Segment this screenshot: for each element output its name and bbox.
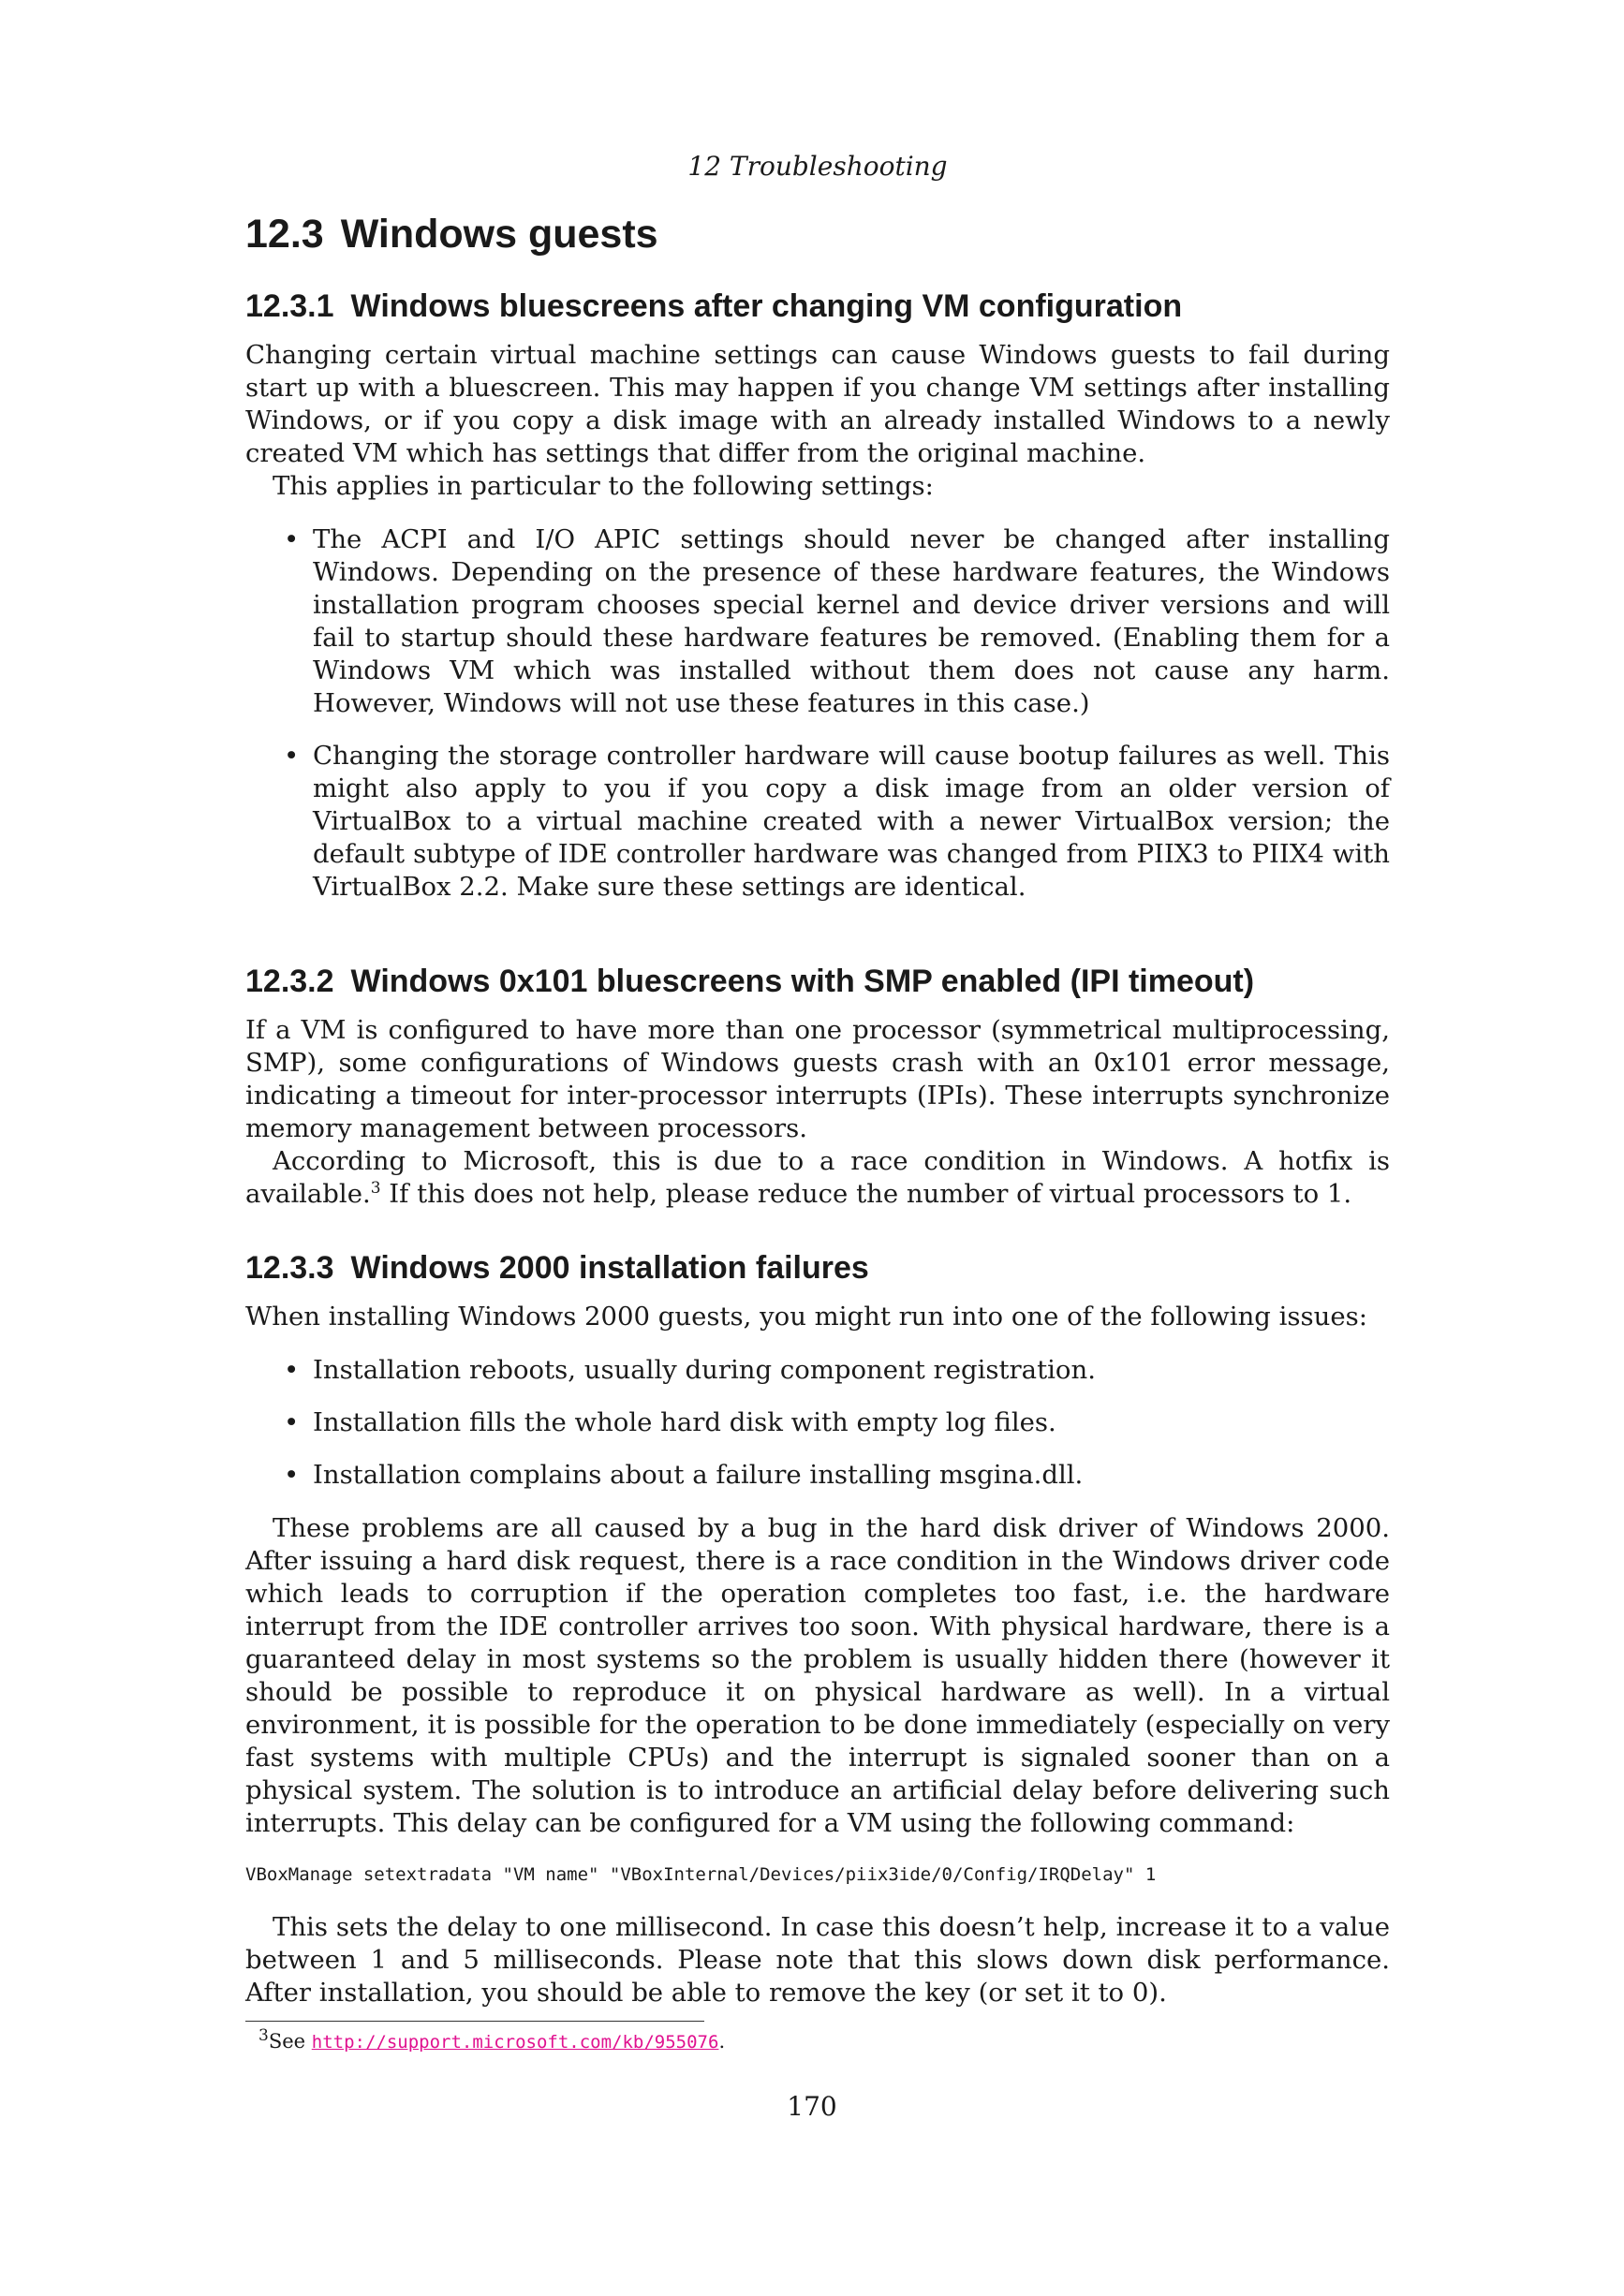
- subsection-number: 12.3.2: [245, 964, 334, 999]
- footnote-prefix: See: [268, 2030, 312, 2053]
- paragraph-text: If this does not help, please reduce the number of virtual processors to 1.: [380, 1179, 1352, 1209]
- paragraph: This sets the delay to one millisecond. In case this doesn’t help, increase it to a value between 1 and 5 milliseconds. Please note that this slows down disk performance. After installation, you should be able to remove the key (or set it to 0).: [245, 1912, 1390, 2008]
- subsection-title-text: Windows bluescreens after changing VM configuration: [350, 288, 1183, 324]
- subsection-title-text: Windows 2000 installation failures: [350, 1250, 869, 1286]
- section-gap: [245, 924, 1390, 962]
- bullet-list: [245, 523, 1390, 904]
- paragraph: If a VM is configured to have more than one processor (symmetrical multiprocessing, SMP), some configurations of Windows guests crash with an 0x101 error message, indicating a timeout for inter-processor interrupts (IPIs). These interrupts synchronize memory management between processors.: [245, 1015, 1390, 1143]
- list-item: • Installation fills the whole hard disk with empty log files.: [313, 1406, 1390, 1439]
- code-command: VBoxManage setextradata "VM name" "VBoxInternal/Devices/piix3ide/0/Config/IRQDelay" 1: [245, 1864, 1157, 1885]
- subsection-title-12-3-1: [245, 287, 1390, 326]
- list-item: • Changing the storage controller hardware will cause bootup failures as well. This might also apply to you if you copy a disk image from an older version of VirtualBox to a virtual machine created with a newer VirtualBox version; the default subtype of IDE controller hardware was changed from PIIX3 to PIIX4 with VirtualBox 2.2. Make sure these settings are identical.: [313, 740, 1390, 904]
- subsection-title-12-3-2: [245, 962, 1390, 1001]
- footnote: [245, 2027, 1390, 2056]
- subsection-number: 12.3.3: [245, 1250, 334, 1286]
- list-item: • The ACPI and I/O APIC settings should never be changed after installing Windows. Depending on the presence of these hardware features, the Windows installation program chooses special kernel and device driver versions and will fail to startup should these hardware features be removed. (Enabling them for a Windows VM which was installed without them does not cause any harm. However, Windows will not use these features in this case.): [313, 523, 1390, 720]
- bullet-list: [245, 1354, 1390, 1492]
- page-content: [245, 150, 1390, 2056]
- subsection-title-12-3-3: [245, 1248, 1390, 1288]
- page-number: 170: [787, 2091, 837, 2122]
- subsection-number: 12.3.1: [245, 288, 334, 324]
- section-title-text: Windows guests: [340, 212, 658, 257]
- footnote-divider: [245, 2021, 704, 2022]
- paragraph: These problems are all caused by a bug in the hard disk driver of Windows 2000. After issuing a hard disk request, there is a race condition in the Windows driver code which leads to corruption if the operation completes too fast, i.e. the hardware interrupt from the IDE controller arrives too soon. With physical hardware, there is a guaranteed delay in most systems so the problem is usually hidden there (however it should be possible to reproduce it on physical hardware as well). In a virtual environment, it is possible for the operation to be done immediately (especially on very fast systems with multiple CPUs) and the interrupt is signaled sooner than on a physical system. The solution is to introduce an artificial delay before delivering such interrupts. This delay can be configured for a VM using the following command:: [245, 1513, 1390, 1838]
- subsection-title-text: Windows 0x101 bluescreens with SMP enabled (IPI timeout): [350, 964, 1255, 999]
- list-item: • Installation reboots, usually during component registration.: [313, 1354, 1390, 1387]
- footnote-suffix: .: [718, 2030, 726, 2053]
- paragraph: [245, 1145, 1390, 1211]
- paragraph: When installing Windows 2000 guests, you might run into one of the following issues:: [245, 1302, 1368, 1332]
- paragraph-text: According to Microsoft, this is due to a race condition in Windows. A hotfix is available.: [245, 1146, 1390, 1209]
- paragraph: Changing certain virtual machine settings can cause Windows guests to fail during start up with a bluescreen. This may happen if you change VM settings after installing Windows, or if you copy a disk image with an already installed Windows to a newly created VM which has settings that differ from the original machine.: [245, 340, 1390, 468]
- footnote-link[interactable]: http://support.microsoft.com/kb/955076: [311, 2032, 719, 2053]
- paragraph: This applies in particular to the following settings:: [273, 471, 934, 501]
- section-number: 12.3: [245, 212, 324, 257]
- list-item: • Installation complains about a failure installing msgina.dll.: [313, 1459, 1390, 1492]
- section-gap: [245, 1211, 1390, 1248]
- running-head: 12 Troubleshooting: [687, 151, 948, 182]
- section-title: [245, 210, 1390, 258]
- footnote-number: 3: [258, 2026, 269, 2045]
- footnote-marker[interactable]: 3: [370, 1178, 381, 1198]
